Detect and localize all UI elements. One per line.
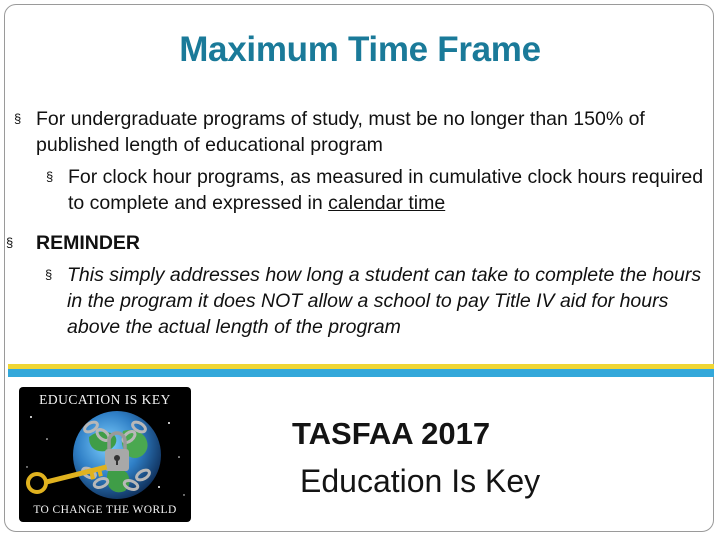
slide-title: Maximum Time Frame bbox=[179, 30, 541, 69]
logo-top-text: EDUCATION IS KEY bbox=[39, 392, 171, 407]
conference-name: TASFAA 2017 bbox=[292, 416, 491, 451]
bullet-marker: § bbox=[6, 235, 14, 250]
bullet-marker: § bbox=[14, 111, 22, 126]
education-is-key-logo bbox=[19, 387, 191, 522]
bullet-marker: § bbox=[46, 169, 54, 184]
bullet-text: For clock hour programs, as measured in cumulative clock hours required to complete and expressed in bbox=[68, 166, 704, 214]
bullet-text: This simply addresses how long a student can take to complete the hours in the program it does NOT allow a school to pay Title IV aid for hours above the actual length of the program bbox=[67, 264, 702, 338]
divider-stripe-blue bbox=[8, 369, 714, 377]
bullet-marker: § bbox=[45, 267, 53, 282]
bullet-undergraduate bbox=[14, 106, 711, 158]
logo-bottom-text: TO CHANGE THE WORLD bbox=[33, 504, 177, 516]
underlined-term: calendar time bbox=[328, 192, 446, 214]
bullet-reminder bbox=[6, 230, 636, 256]
bullet-text: For undergraduate programs of study, must be no longer than 150% of published length of educational program bbox=[36, 108, 645, 156]
conference-tagline: Education Is Key bbox=[300, 463, 541, 499]
bullet-text: REMINDER bbox=[36, 232, 141, 254]
bullet-clock-hour bbox=[46, 164, 708, 216]
bullet-reminder-detail bbox=[45, 262, 717, 340]
